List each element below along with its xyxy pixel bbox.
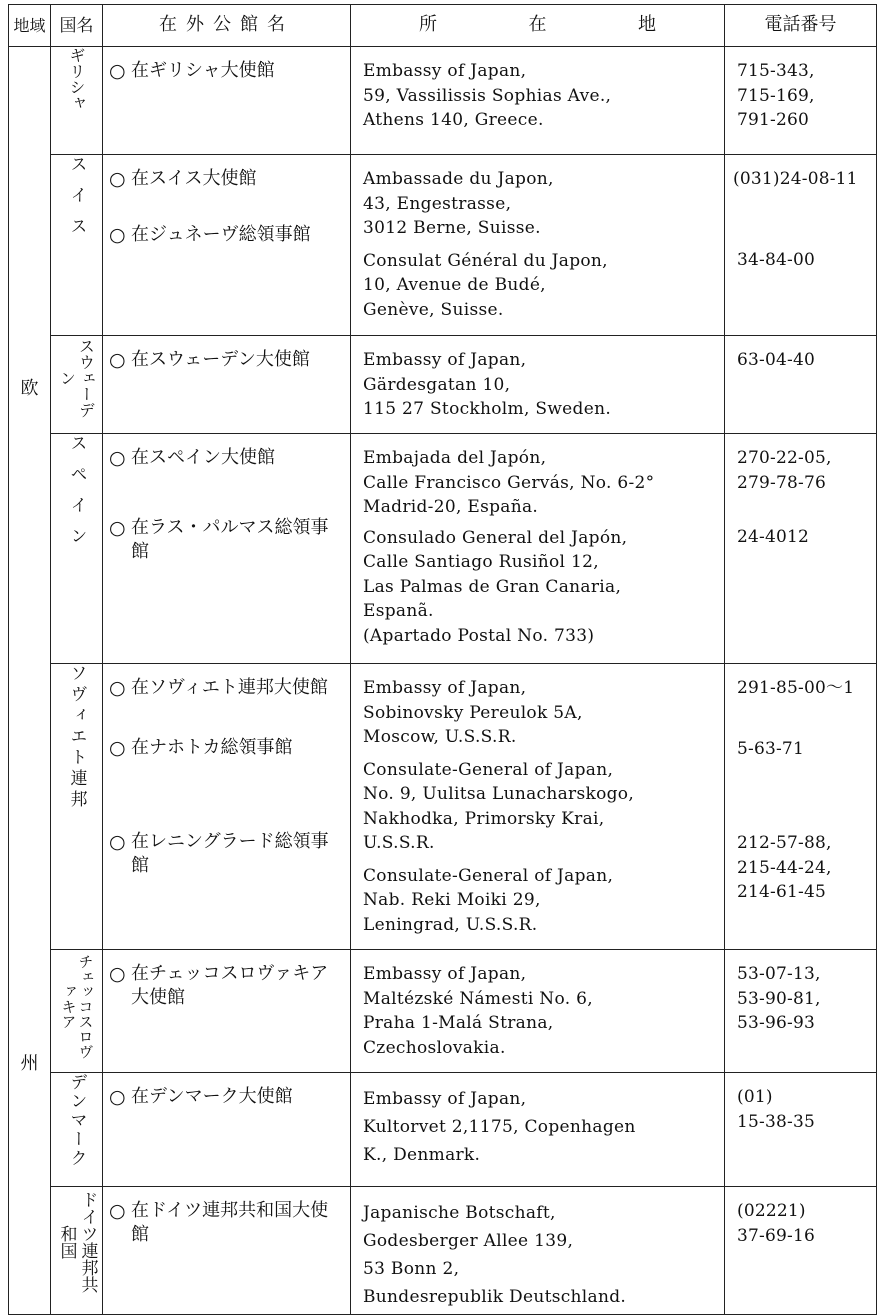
phone-text: 24-4012 — [737, 527, 810, 547]
region-cell — [9, 47, 51, 1315]
office-cell — [103, 1187, 351, 1315]
office-name: 在デンマーク大使館 — [131, 1086, 293, 1107]
office-name: 在スイス大使館 — [131, 168, 257, 189]
address-text: Embassy of Japan, Maltézské Námesti No. 6, Praha 1-Malá Strana, Czechoslovakia. — [363, 964, 593, 1058]
office-name: 在スウェーデン大使館 — [131, 349, 310, 370]
header-phone: 電話番号 — [725, 5, 877, 47]
table-row — [9, 47, 877, 155]
address-cell — [351, 1187, 725, 1315]
address-text: Consulado General del Japón, Calle Santiago Rusiñol 12, Las Palmas de Gran Canaria, Espanã. (Apartado Postal No. 733) — [363, 527, 628, 646]
phone-cell — [725, 950, 877, 1073]
office-name: 在ジュネーヴ総領事館 — [131, 224, 311, 245]
phone-cell — [725, 1187, 877, 1315]
address-text: Japanische Botschaft, Godesberger Allee 139, 53 Bonn 2, Bundesrepublik Deutschland. — [363, 1203, 627, 1307]
country-name: スペイン — [51, 434, 103, 664]
circle-mark-icon: ○ — [109, 831, 126, 853]
address-cell — [351, 1073, 725, 1187]
office-name: 在ラス・パルマス総領事館 — [131, 517, 329, 562]
phone-text: (02221) 37-69-16 — [737, 1201, 815, 1246]
address-cell — [351, 664, 725, 950]
phone-text: 34-84-00 — [737, 249, 815, 270]
header-office: 在外公館名 — [103, 5, 351, 47]
header-address-char: 所 — [419, 14, 437, 36]
address-text: Ambassade du Japon, 43, Engestrasse, 3012 Berne, Suisse. — [363, 169, 554, 238]
country-name: デンマーク — [51, 1073, 103, 1187]
office-cell — [103, 336, 351, 434]
office-name: 在ドイツ連邦共和国大使館 — [131, 1200, 329, 1245]
office-cell — [103, 1073, 351, 1187]
country-name: ソヴィエト連邦 — [51, 664, 103, 950]
address-text: Embassy of Japan, 59, Vassilissis Sophias Ave., Athens 140, Greece. — [363, 61, 612, 130]
region-label-bottom: 州 — [20, 1053, 39, 1074]
table-row — [9, 1187, 877, 1315]
circle-mark-icon: ○ — [109, 677, 126, 699]
header-country: 国名 — [51, 5, 103, 47]
header-region: 地域 — [9, 5, 51, 47]
office-name: 在ソヴィエト連邦大使館 — [131, 677, 328, 698]
office-name: 在ギリシャ大使館 — [131, 60, 275, 81]
address-text: Embassy of Japan, Gärdesgatan 10, 115 27 Stockholm, Sweden. — [363, 350, 612, 419]
phone-text: 63-04-40 — [737, 350, 815, 370]
header-address-char: 地 — [638, 14, 656, 36]
phone-cell — [725, 434, 877, 664]
phone-text: 291-85-00〜1 — [737, 678, 855, 698]
address-cell — [351, 336, 725, 434]
circle-mark-icon: ○ — [109, 1200, 126, 1222]
address-text: Embassy of Japan, Sobinovsky Pereulok 5A, Moscow, U.S.S.R. — [363, 678, 583, 747]
table-row — [9, 155, 877, 336]
header-row — [9, 5, 877, 47]
address-cell — [351, 950, 725, 1073]
circle-mark-icon: ○ — [109, 60, 126, 82]
phone-text: (01) 15-38-35 — [737, 1087, 815, 1132]
office-name: 在ナホトカ総領事館 — [131, 737, 293, 758]
phone-text: (031)24-08-11 — [733, 169, 858, 189]
circle-mark-icon: ○ — [109, 224, 126, 246]
circle-mark-icon: ○ — [109, 168, 126, 190]
office-cell — [103, 47, 351, 155]
phone-text: 53-07-13, 53-90-81, 53-96-93 — [737, 964, 821, 1033]
phone-text: 212-57-88, 215-44-24, 214-61-45 — [737, 833, 832, 902]
address-text: Embassy of Japan, Kultorvet 2,1175, Copenhagen K., Denmark. — [363, 1089, 636, 1165]
circle-mark-icon: ○ — [109, 963, 126, 985]
address-cell — [351, 155, 725, 336]
region-label-top: 欧 — [20, 378, 39, 399]
circle-mark-icon: ○ — [109, 447, 126, 469]
address-cell — [351, 47, 725, 155]
phone-text: 270-22-05, 279-78-76 — [737, 448, 832, 493]
office-name: 在チェッコスロヴァキア大使館 — [131, 963, 329, 1008]
header-address — [351, 5, 725, 47]
phone-text: 5-63-71 — [737, 738, 804, 759]
country-name: ギリシャ — [51, 47, 103, 155]
country-name: スイス — [51, 155, 103, 336]
circle-mark-icon: ○ — [109, 1086, 126, 1108]
office-cell — [103, 434, 351, 664]
office-name: 在スペイン大使館 — [131, 447, 275, 468]
address-cell — [351, 434, 725, 664]
phone-cell — [725, 1073, 877, 1187]
table-row — [9, 664, 877, 950]
table-row — [9, 950, 877, 1073]
address-text: Consulate-General of Japan, Nab. Reki Moiki 29, Leningrad, U.S.S.R. — [363, 865, 614, 935]
table-row — [9, 1073, 877, 1187]
address-text: Consulate-General of Japan, No. 9, Uulitsa Lunacharskogo, Nakhodka, Primorsky Krai, U.S.S.R. — [363, 759, 635, 853]
phone-cell — [725, 336, 877, 434]
circle-mark-icon: ○ — [109, 517, 126, 539]
office-name: 在レニングラード総領事館 — [131, 831, 329, 876]
embassy-directory-table — [8, 4, 877, 1315]
country-name: チェッコスロヴァキア — [51, 950, 103, 1073]
country-name: ドイツ連邦共和国 — [51, 1187, 103, 1315]
circle-mark-icon: ○ — [109, 349, 126, 371]
address-text: Consulat Général du Japon, 10, Avenue de Budé, Genève, Suisse. — [363, 250, 608, 320]
country-name: スウェーデン — [51, 336, 103, 434]
office-cell — [103, 155, 351, 336]
phone-text: 715-343, 715-169, 791-260 — [737, 61, 815, 130]
phone-cell — [725, 155, 877, 336]
table-row — [9, 336, 877, 434]
address-text: Embajada del Japón, Calle Francisco Gervás, No. 6-2° Madrid-20, España. — [363, 448, 655, 517]
circle-mark-icon: ○ — [109, 737, 126, 759]
phone-cell — [725, 664, 877, 950]
phone-cell — [725, 47, 877, 155]
header-address-char: 在 — [528, 14, 547, 36]
office-cell — [103, 950, 351, 1073]
office-cell — [103, 664, 351, 950]
table-row — [9, 434, 877, 664]
